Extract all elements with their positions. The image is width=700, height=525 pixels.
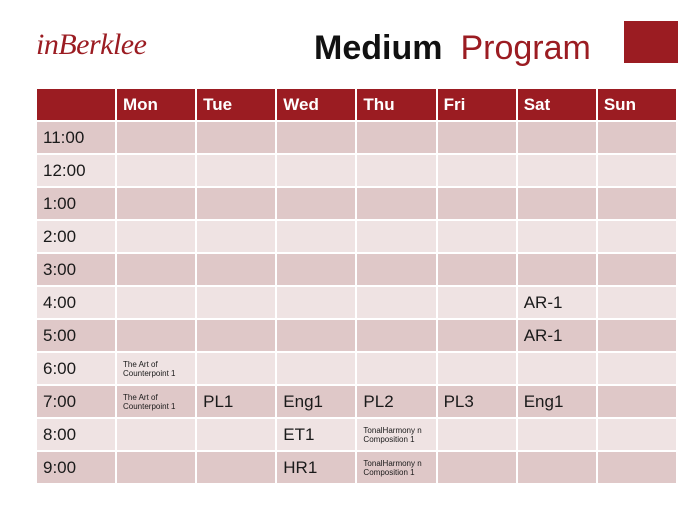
day-header-tue: Tue	[196, 88, 276, 121]
time-cell: 8:00	[36, 418, 116, 451]
schedule-cell	[116, 286, 196, 319]
schedule-cell	[276, 187, 356, 220]
schedule-cell	[196, 220, 276, 253]
schedule-cell	[517, 451, 597, 484]
schedule-cell	[116, 253, 196, 286]
time-cell: 2:00	[36, 220, 116, 253]
schedule-cell	[437, 451, 517, 484]
schedule-cell	[196, 286, 276, 319]
schedule-cell: ET1	[276, 418, 356, 451]
table-row	[36, 121, 677, 154]
schedule-cell	[517, 121, 597, 154]
schedule-cell	[356, 319, 436, 352]
time-cell: 7:00	[36, 385, 116, 418]
schedule-cell	[116, 451, 196, 484]
table-row	[36, 253, 677, 286]
schedule-cell	[597, 154, 677, 187]
schedule-cell	[116, 319, 196, 352]
schedule-cell	[597, 451, 677, 484]
header-row	[36, 88, 677, 121]
schedule-cell	[437, 253, 517, 286]
time-cell: 11:00	[36, 121, 116, 154]
inberklee-logo: inBerklee	[36, 28, 147, 61]
schedule-cell	[597, 286, 677, 319]
schedule-cell	[597, 253, 677, 286]
day-header-sun: Sun	[597, 88, 677, 121]
schedule-cell	[437, 154, 517, 187]
schedule-cell	[276, 352, 356, 385]
day-header-wed: Wed	[276, 88, 356, 121]
schedule-cell	[276, 220, 356, 253]
table-row	[36, 220, 677, 253]
schedule-cell	[437, 319, 517, 352]
table-row	[36, 187, 677, 220]
schedule-cell	[196, 154, 276, 187]
schedule-cell	[597, 319, 677, 352]
schedule-cell: PL1	[196, 385, 276, 418]
schedule-cell	[196, 187, 276, 220]
schedule-cell	[276, 253, 356, 286]
schedule-cell	[597, 418, 677, 451]
schedule-cell	[116, 187, 196, 220]
schedule-cell	[597, 121, 677, 154]
schedule-cell	[196, 319, 276, 352]
schedule-cell	[437, 352, 517, 385]
title-regular: Program	[460, 29, 591, 67]
schedule-cell	[196, 253, 276, 286]
table-row	[36, 385, 677, 418]
schedule-cell	[597, 187, 677, 220]
schedule-cell	[116, 220, 196, 253]
schedule-cell	[356, 121, 436, 154]
schedule-cell	[437, 286, 517, 319]
schedule-cell	[276, 154, 356, 187]
schedule-cell: The Art of Counterpoint 1	[116, 352, 196, 385]
schedule-cell	[597, 352, 677, 385]
schedule-cell	[437, 187, 517, 220]
schedule-cell	[517, 187, 597, 220]
schedule-cell: AR-1	[517, 319, 597, 352]
accent-square	[624, 21, 678, 63]
schedule-cell	[517, 253, 597, 286]
schedule-cell	[517, 220, 597, 253]
time-cell: 3:00	[36, 253, 116, 286]
schedule-table	[35, 87, 678, 485]
schedule-cell	[597, 220, 677, 253]
schedule-cell: HR1	[276, 451, 356, 484]
schedule-cell	[356, 352, 436, 385]
table-row	[36, 154, 677, 187]
schedule-cell	[116, 418, 196, 451]
schedule-cell	[276, 319, 356, 352]
schedule-cell	[437, 121, 517, 154]
schedule-cell: PL2	[356, 385, 436, 418]
table-row	[36, 451, 677, 484]
table-row	[36, 319, 677, 352]
table-row	[36, 352, 677, 385]
title-bold: Medium	[314, 29, 443, 67]
time-cell: 5:00	[36, 319, 116, 352]
schedule-cell: Eng1	[276, 385, 356, 418]
schedule-cell: PL3	[437, 385, 517, 418]
time-cell: 12:00	[36, 154, 116, 187]
schedule-cell	[356, 220, 436, 253]
schedule-cell	[356, 187, 436, 220]
schedule-cell	[196, 418, 276, 451]
time-cell: 1:00	[36, 187, 116, 220]
schedule-cell	[597, 385, 677, 418]
day-header-thu: Thu	[356, 88, 436, 121]
schedule-cell	[356, 253, 436, 286]
schedule-cell	[276, 286, 356, 319]
day-header-mon: Mon	[116, 88, 196, 121]
page-title	[314, 28, 591, 68]
schedule-cell	[116, 154, 196, 187]
time-cell: 9:00	[36, 451, 116, 484]
schedule-cell: AR-1	[517, 286, 597, 319]
time-cell: 4:00	[36, 286, 116, 319]
schedule-cell	[437, 220, 517, 253]
schedule-cell	[116, 121, 196, 154]
header-corner	[36, 88, 116, 121]
schedule-cell	[196, 451, 276, 484]
schedule-cell: TonalHarmony n Composition 1	[356, 451, 436, 484]
table-row	[36, 286, 677, 319]
schedule-cell	[196, 121, 276, 154]
schedule-cell	[437, 418, 517, 451]
schedule-cell	[356, 286, 436, 319]
time-cell: 6:00	[36, 352, 116, 385]
schedule-cell: TonalHarmony n Composition 1	[356, 418, 436, 451]
schedule-cell	[517, 418, 597, 451]
schedule-cell	[517, 352, 597, 385]
schedule-cell: Eng1	[517, 385, 597, 418]
schedule-cell	[276, 121, 356, 154]
schedule-cell: The Art of Counterpoint 1	[116, 385, 196, 418]
schedule-cell	[517, 154, 597, 187]
day-header-fri: Fri	[437, 88, 517, 121]
schedule-cell	[356, 154, 436, 187]
day-header-sat: Sat	[517, 88, 597, 121]
table-row	[36, 418, 677, 451]
schedule-cell	[196, 352, 276, 385]
